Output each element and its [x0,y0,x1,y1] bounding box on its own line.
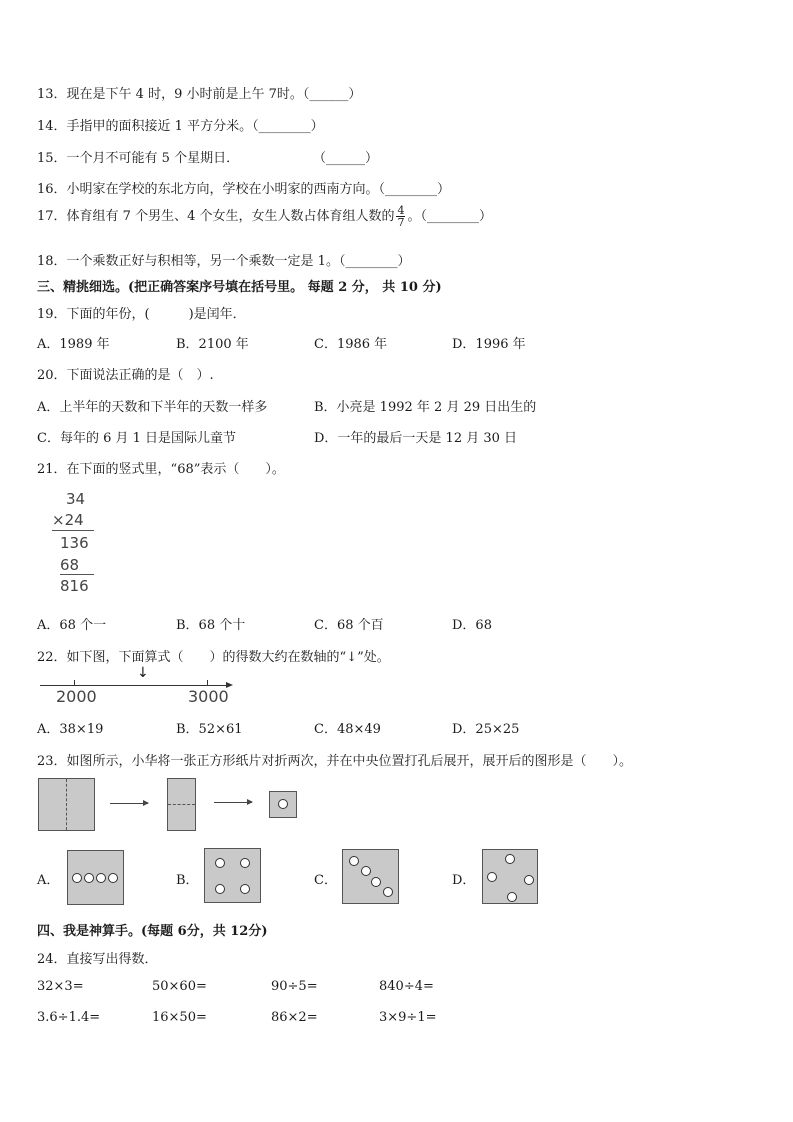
q22-option-d[interactable]: D．25×25 [452,722,520,737]
q23-option-a-figure[interactable] [67,850,124,905]
question-15 [37,147,239,166]
q23-option-c-figure[interactable] [342,849,399,904]
question-18: 18．一个乘数正好与积相等，另一个乘数一定是 1。（________） [37,254,411,269]
calc-item: 50×60= [152,979,207,994]
question-19-stem: 19．下面的年份，( )是闰年． [37,307,246,322]
question-16: 16．小明家在学校的东北方向，学校在小明家的西南方向。（________） [37,182,451,197]
punched-hole-icon [108,873,118,883]
calc-partial-2: 68 [60,556,80,574]
q23-option-d-label[interactable]: D． [452,873,476,888]
punched-hole-icon [96,873,106,883]
label-2000: 2000 [56,687,97,706]
q21-option-c[interactable]: C．68 个百 [314,618,384,633]
calc-multiplicand: 34 [66,490,86,508]
calc-line-2 [60,574,94,575]
number-line-marker: ↓ [137,665,149,681]
calc-product: 816 [60,577,89,595]
q23-option-b-label[interactable]: B． [176,873,199,888]
q22-option-b[interactable]: B．52×61 [176,722,243,737]
punched-hole-icon [215,884,225,894]
q19-option-a[interactable]: A．1989 年 [37,337,110,352]
q23-option-d-figure[interactable] [482,849,538,904]
fraction-denominator: 7 [397,216,405,229]
punched-hole-icon [487,872,497,882]
calc-item: 840÷4= [379,979,434,994]
calc-item: 90÷5= [271,979,318,994]
label-3000: 3000 [188,687,229,706]
tick-2000 [74,680,75,686]
punched-hole-icon [278,799,288,809]
calc-item: 3.6÷1.4= [37,1010,101,1025]
question-22-stem: 22．如下图，下面算式（ ）的得数大约在数轴的“↓”处。 [37,650,390,665]
question-20-stem: 20．下面说法正确的是（ ）. [37,368,214,383]
section-3-title: 三、精挑细选。(把正确答案序号填在括号里。 每题 2 分， 共 10 分) [37,280,442,295]
number-line [38,665,238,708]
fold-line-horizontal [168,804,195,805]
question-15-text: 15．一个月不可能有 5 个星期日． [37,151,240,166]
calc-partial-1: 136 [60,534,89,552]
question-17-text: 17．体育组有 7 个男生、4 个女生，女生人数占体育组人数的 [37,209,395,224]
paper-square [38,778,95,831]
q23-option-a-label[interactable]: A． [37,873,60,888]
q20-option-d[interactable]: D．一年的最后一天是 12 月 30 日 [314,431,518,446]
question-17 [37,205,492,228]
punched-hole-icon [524,875,534,885]
question-24-stem: 24．直接写出得数． [37,952,158,967]
question-21-stem: 21．在下面的竖式里，“68”表示（ ）。 [37,462,285,477]
calc-item: 16×50= [152,1010,207,1025]
right-arrow-icon [110,803,148,804]
number-line-axis [40,685,228,686]
q22-option-c[interactable]: C．48×49 [314,722,381,737]
calc-multiplier: ×24 [52,511,84,529]
punched-hole-icon [240,858,250,868]
punched-hole-icon [371,877,381,887]
q23-option-c-label[interactable]: C． [314,873,337,888]
section-4-title: 四、我是神算手。(每题 6分，共 12分) [37,924,268,939]
punched-hole-icon [215,858,225,868]
q21-option-b[interactable]: B．68 个十 [176,618,246,633]
q21-option-d[interactable]: D．68 [452,618,492,633]
fraction-numerator: 4 [397,204,405,217]
vertical-calculation [50,488,100,598]
punched-hole-icon [349,856,359,866]
q19-option-c[interactable]: C．1986 年 [314,337,388,352]
right-arrow-icon [214,802,252,803]
calc-line-1 [52,530,94,531]
q20-option-c[interactable]: C．每年的 6 月 1 日是国际儿童节 [37,431,237,446]
q21-option-a[interactable]: A．68 个一 [37,618,107,633]
fold-line-vertical [66,779,67,830]
paper-folded-once [167,778,196,831]
question-15-blank[interactable]: （______） [313,151,379,166]
question-14: 14．手指甲的面积接近 1 平方分米。（________） [37,119,324,134]
punched-hole-icon [383,887,393,897]
calc-item: 86×2= [271,1010,318,1025]
punched-hole-icon [505,854,515,864]
q22-option-a[interactable]: A．38×19 [37,722,104,737]
punched-hole-icon [507,892,517,902]
question-17-blank: 。（________） [407,209,492,224]
q23-option-b-figure[interactable] [204,848,261,903]
calc-item: 32×3= [37,979,84,994]
question-23-stem: 23．如图所示，小华将一张正方形纸片对折两次，并在中央位置打孔后展开，展开后的图形是（ ）。 [37,754,633,769]
punched-hole-icon [361,866,371,876]
question-13: 13．现在是下午 4 时，9 小时前是上午 7时。（______） [37,87,362,102]
punched-hole-icon [72,873,82,883]
fraction [396,205,405,228]
q19-option-d[interactable]: D．1996 年 [452,337,526,352]
q20-option-a[interactable]: A．上半年的天数和下半年的天数一样多 [37,400,268,415]
calc-item: 3×9÷1= [379,1010,437,1025]
tick-3000 [207,680,208,686]
q19-option-b[interactable]: B．2100 年 [176,337,249,352]
punched-hole-icon [240,884,250,894]
paper-folded-twice [269,791,297,818]
q20-option-b[interactable]: B．小亮是 1992 年 2 月 29 日出生的 [314,400,537,415]
punched-hole-icon [84,873,94,883]
